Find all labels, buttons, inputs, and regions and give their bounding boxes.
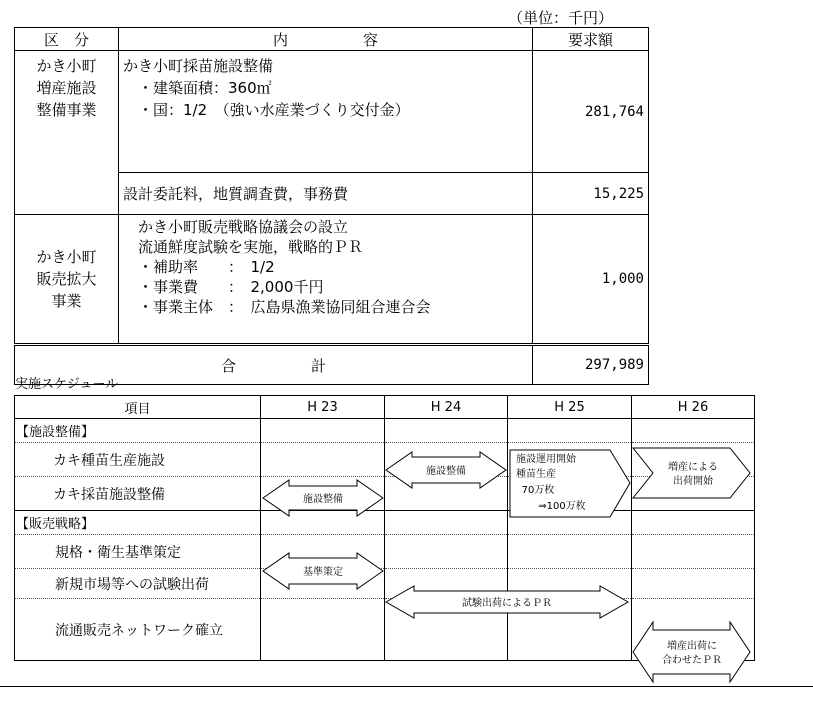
schedule-title: 実施スケジュール (15, 377, 119, 392)
category-line: 販売拡大 (36, 270, 97, 288)
content-line: 設計委託料，地質調査費，事務費 (123, 184, 349, 203)
header-content: 内 容 (119, 28, 533, 51)
bottom-divider (0, 686, 813, 687)
item-market-trial: 新規市場等への試験出荷 (15, 569, 261, 599)
item-network: 流通販売ネットワーク確立 (15, 599, 261, 661)
item-seed-facility: カキ種苗生産施設 (15, 443, 261, 477)
content-line: ・事業費 ： 2,000千円 (123, 278, 324, 296)
arrow-label: 施設整備 (303, 494, 343, 505)
arrow-label: ⇒100万枚 (538, 501, 586, 512)
content-line: ・事業主体 ： 広島県漁業協同組合連合会 (123, 298, 431, 316)
total-label: 合 計 (15, 345, 533, 385)
amount-cell: 1,000 (533, 215, 649, 345)
content-line: ・国：1/2 （強い水産業づくり交付金） (123, 101, 410, 119)
content-line: 流通鮮度試験を実施，戦略的ＰＲ (123, 238, 364, 256)
section-sales: 【販売戦略】 (15, 511, 261, 535)
header-year: H 26 (632, 396, 755, 419)
content-line: かき小町販売戦略協議会の設立 (123, 218, 349, 236)
arrow-label: 合わせたＰＲ (662, 655, 722, 666)
arrow-label: 施設整備 (426, 466, 466, 477)
amount-cell: 281,764 (533, 51, 649, 173)
header-item: 項目 (15, 396, 261, 419)
arrow-label: 種苗生産 (516, 469, 556, 480)
arrow-label: 施設運用開始 (516, 454, 576, 465)
header-category: 区 分 (15, 28, 119, 51)
arrow-label: 増産による (668, 462, 718, 473)
category-line: 増産施設 (36, 79, 97, 97)
arrow-label: 増産出荷に (667, 641, 717, 652)
unit-note: （単位：千円） (508, 9, 614, 27)
header-year: H 23 (261, 396, 385, 419)
category-line: かき小町 (36, 57, 97, 75)
amount-cell: 15,225 (533, 173, 649, 215)
content-line: ・補助率 ： 1/2 (123, 258, 275, 276)
header-year: H 24 (385, 396, 508, 419)
arrow-label: 出荷開始 (673, 476, 713, 487)
item-standards: 規格・衛生基準策定 (15, 535, 261, 569)
category-line: かき小町 (36, 248, 97, 266)
item-collect-facility: カキ採苗施設整備 (15, 477, 261, 511)
content-line: かき小町採苗施設整備 (123, 57, 274, 75)
arrow-label: 70万枚 (521, 485, 555, 496)
total-amount: 297,989 (533, 345, 649, 385)
double-arrow-shape (633, 622, 750, 682)
arrow-label: 基準策定 (303, 567, 343, 578)
category-line: 事業 (51, 292, 82, 310)
header-year: H 25 (508, 396, 632, 419)
hexagon-arrow-shape (633, 448, 750, 498)
header-amount: 要求額 (533, 28, 649, 51)
arrow-label: 試験出荷によるＰＲ (462, 598, 552, 609)
section-facility: 【施設整備】 (15, 419, 261, 443)
category-line: 整備事業 (36, 101, 97, 119)
content-line: ・建築面積：360㎡ (123, 79, 272, 97)
